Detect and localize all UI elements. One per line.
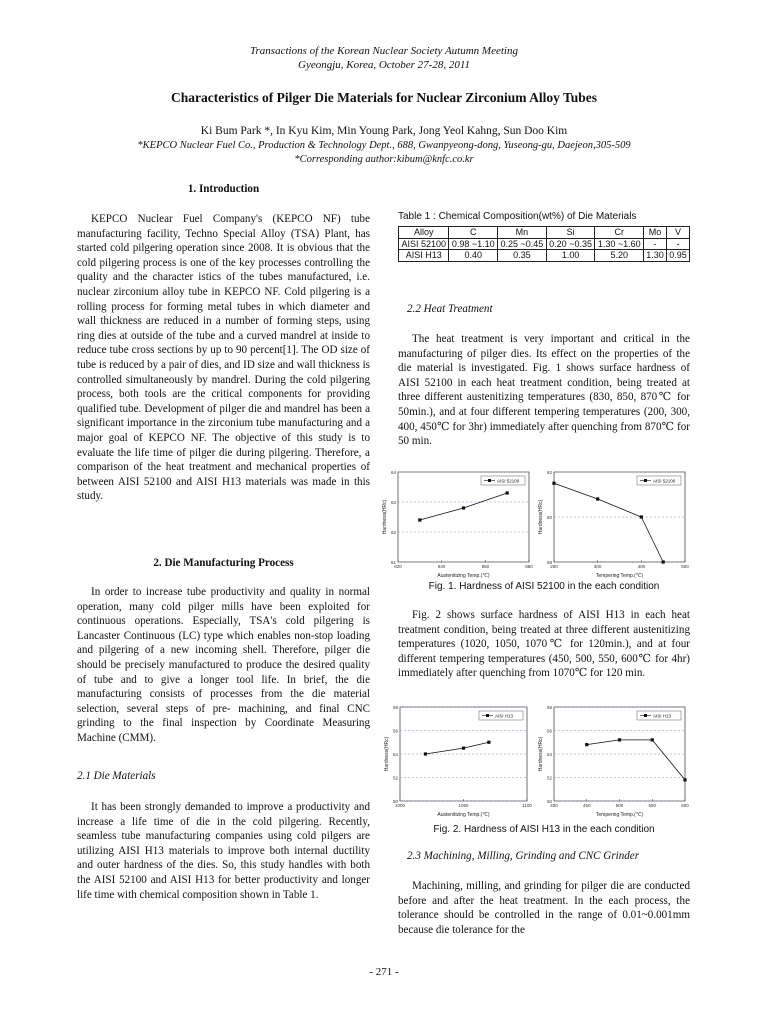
x-tick-label: 1050 — [458, 803, 469, 808]
introduction-text: KEPCO Nuclear Fuel Company's (KEPCO NF) tube manufacturing facility, Techno Special Alloy (TSA) Plant, has started cold pilgering operation since 2008. It is obvious that the cold pilgering process is one of the key processes controlling the quality and the character istics of the tubes manufactured, i.e. nuclear zirconium alloy tube in KEPCO NF. Cold pilgering is a rolling process for forming metal tubes in which diameter and wall thickness are reduced in a number of forming steps, using ring dies at outside of the tube and a curved mandrel at inside to reduce tube cross sections by up to 90 percent[1]. The OD size of tube is reduced by a pair of dies, and ID size and wall thickness is controlled simultaneously by mandrel. During the cold pilgering process, both tools are the critical components for providing qualified tube. Development of pilger die and mandrel has been a significant importance in the zirconium tube manufacturing and a major goal of KEPCO NF. The objective of this study is to evaluate the life time of pilger die during pilgering. Therefore, a comparison of the heat treatment and mechanical properties of between AISI 52100 and AISI H13 materials was made in this study. — [77, 213, 370, 503]
fig2-description-paragraph — [398, 608, 690, 681]
y-tick-label: 50 — [546, 799, 552, 804]
y-axis-label: Hardness(HRc) — [538, 499, 544, 535]
y-tick-label: 62 — [546, 470, 552, 475]
legend-marker — [644, 479, 647, 482]
table-cell: AISI H13 — [399, 250, 449, 262]
chart-52100-tempering — [534, 466, 691, 580]
table-cell: 0.35 — [498, 250, 547, 262]
table-header-cell: C — [449, 227, 498, 239]
corresponding-author: *Corresponding author:kibum@knfc.co.kr — [294, 154, 474, 165]
table-cell: 0.20 ~0.35 — [546, 238, 595, 250]
chart-h13-austenitizing — [380, 701, 533, 819]
data-point — [651, 738, 654, 741]
section-heading-introduction: 1. Introduction — [187, 183, 260, 195]
plot-frame — [400, 707, 527, 801]
subsection-heading-heat-treatment: 2.2 Heat Treatment — [407, 303, 493, 315]
data-point — [418, 518, 421, 521]
y-tick-label: 54 — [392, 752, 398, 757]
table1-caption: Table 1 : Chemical Composition(wt%) of Die Materials — [398, 211, 637, 222]
introduction-paragraph — [77, 212, 370, 504]
legend-label: AISI H13 — [495, 713, 514, 719]
x-tick-label: 820 — [394, 564, 402, 569]
y-axis-label: Hardness(HRc) — [538, 736, 544, 772]
legend-marker — [644, 714, 647, 717]
table-header-cell: Mo — [644, 227, 667, 239]
machining-paragraph — [398, 879, 690, 937]
x-tick-label: 500 — [615, 803, 624, 808]
legend-label: AISI H13 — [653, 713, 672, 719]
y-tick-label: 58 — [392, 705, 398, 710]
legend-marker — [488, 479, 491, 482]
y-tick-label: 63 — [390, 500, 396, 505]
y-axis-label: Hardness(HRc) — [382, 499, 388, 535]
y-tick-label: 60 — [546, 515, 552, 520]
data-point — [662, 560, 665, 563]
figure2-caption: Fig. 2. Hardness of AISI H13 in the each condition — [433, 824, 655, 835]
x-axis-label: Austenitizing Temp.(℃) — [437, 812, 490, 818]
chart-h13-tempering — [534, 701, 691, 819]
heat-treatment-paragraph — [398, 332, 690, 449]
affiliation: *KEPCO Nuclear Fuel Co., Production & Technology Dept., 688, Gwanpyeong-dong, Yuseong-gu, Daejeon,305-509 — [137, 140, 631, 151]
legend-label: AISI 52100 — [497, 478, 520, 484]
data-point — [487, 741, 490, 744]
paper-title: Characteristics of Pilger Die Materials for Nuclear Zirconium Alloy Tubes — [170, 90, 598, 105]
x-axis-label: Austenitizing Temp.(℃) — [437, 573, 490, 579]
plot-frame — [398, 472, 529, 562]
data-point — [424, 752, 427, 755]
y-tick-label: 61 — [390, 560, 396, 565]
data-point — [462, 747, 465, 750]
x-tick-label: 1100 — [522, 803, 532, 808]
y-tick-label: 56 — [546, 728, 552, 734]
machining-text: Machining, milling, and grinding for pilger die are conducted before and after the heat treatment. In the each process, the tolerance should be controlled in the range of 0.01~0.001mm because die tolerance for the — [398, 880, 690, 936]
table-cell: AISI 52100 — [399, 238, 449, 250]
y-tick-label: 62 — [390, 530, 396, 535]
data-point — [596, 497, 599, 500]
x-tick-label: 1000 — [394, 803, 406, 808]
x-tick-label: 840 — [437, 564, 446, 569]
x-tick-label: 600 — [681, 803, 689, 808]
table-cell: - — [644, 238, 667, 250]
table-cell: 0.40 — [449, 250, 498, 262]
subsection-heading-die-materials: 2.1 Die Materials — [77, 770, 156, 782]
table-cell: 1.00 — [546, 250, 595, 262]
table-header-row — [399, 227, 690, 239]
conference-location: Gyeongju, Korea, October 27-28, 2011 — [298, 59, 470, 71]
table-cell: 0.95 — [667, 250, 690, 262]
chemical-composition-table — [398, 226, 690, 262]
authors: Ki Bum Park *, In Kyu Kim, Min Young Park, Jong Yeol Kahng, Sun Doo Kim — [200, 125, 568, 137]
table-header-cell: Cr — [595, 227, 644, 239]
figure1-caption: Fig. 1. Hardness of AISI 52100 in the each condition — [428, 581, 660, 592]
x-tick-label: 200 — [550, 564, 558, 569]
table-header-cell: V — [667, 227, 690, 239]
chart-52100-austenitizing — [378, 466, 535, 580]
y-tick-label: 54 — [546, 752, 552, 757]
die-materials-text: It has been strongly demanded to improve a productivity and increase a life time of die in the cold pilgering. Recently, seamless tube manufacturing companies using cold pilgers are utilizing AISI H13 materials to improve both internal ductility and outer hardness of the dies. So, this study handles with both the AISI 52100 and AISI H13 for better productivity and longer life time with chemical composition shown in Table 1. — [77, 801, 370, 901]
data-point — [462, 506, 465, 509]
heat-treatment-text: The heat treatment is very important and critical in the manufacturing of pilger dies. Its effect on the properties of the die material is investigated. Fig. 1 shows surface hardness of AISI 52100 in each heat treatment condition, being treated at three different austenitizing temperatures (830, 850, 870℃ for 50min.), and at four different tempering temperatures (200, 300, 400, 450℃ for 3hr) immediately after quenching from 870℃ for 50 min. — [398, 333, 690, 448]
table-header-cell: Mn — [498, 227, 547, 239]
y-tick-label: 58 — [546, 560, 552, 565]
x-tick-label: 880 — [525, 564, 533, 569]
data-point — [640, 515, 643, 518]
x-tick-label: 400 — [550, 803, 558, 808]
x-tick-label: 400 — [637, 564, 646, 569]
table-cell: 0.25 ~0.45 — [498, 238, 547, 250]
y-tick-label: 56 — [392, 728, 398, 734]
y-tick-label: 58 — [546, 705, 552, 710]
data-point — [683, 778, 686, 781]
data-point — [506, 491, 509, 494]
fig2-description-text: Fig. 2 shows surface hardness of AISI H13 in each heat treatment condition, being treated at three different austenitizing temperatures (1020, 1050, 1070℃ for 120min.), and at four different tempering temperatures (450, 500, 550, 600℃ for 4hr) immediately after quenching from 1070℃ for 120 min. — [398, 609, 690, 680]
table-cell: 5.20 — [595, 250, 644, 262]
table-cell: - — [667, 238, 690, 250]
x-axis-label: Tempering Temp.(℃) — [595, 573, 644, 579]
data-point — [552, 482, 555, 485]
x-axis-label: Tempering Temp.(℃) — [595, 812, 644, 818]
table-header-cell: Si — [546, 227, 595, 239]
y-tick-label: 52 — [546, 775, 552, 781]
table-cell: 1.30 — [644, 250, 667, 262]
data-point — [618, 738, 621, 741]
x-tick-label: 450 — [582, 803, 591, 808]
y-axis-label: Hardness(HRc) — [384, 736, 390, 772]
table-row — [399, 238, 690, 250]
y-tick-label: 64 — [390, 470, 396, 475]
x-tick-label: 860 — [481, 564, 490, 569]
legend-label: AISI 52100 — [653, 478, 676, 484]
die-manufacturing-text: In order to increase tube productivity and quality in normal operation, many cold pilger mills have been exploited for continuous operations. Especially, TSA's cold pilgering is Lancaster Continuous (LC) type which enables non-stop loading and pilgering of a new incoming shell. Therefore, pilger die should be precisely manufactured to produce the desired quality of tube and to give a longer tool life. In brief, the die manufacturing consists of processes from the die material selection, several steps of pre- machining, and final CNC grinding to the final inspection by Coordinate Measuring Machine (CMM). — [77, 586, 370, 744]
die-materials-paragraph — [77, 800, 370, 902]
x-tick-label: 550 — [648, 803, 657, 808]
table-header-cell: Alloy — [399, 227, 449, 239]
x-tick-label: 500 — [681, 564, 689, 569]
conference-title: Transactions of the Korean Nuclear Society Autumn Meeting — [250, 45, 518, 57]
page-number: - 271 - — [369, 966, 399, 978]
section-heading-die-manufacturing: 2. Die Manufacturing Process — [153, 557, 294, 569]
subsection-heading-machining: 2.3 Machining, Milling, Grinding and CNC Grinder — [407, 850, 640, 862]
data-point — [585, 743, 588, 746]
legend-marker — [486, 714, 489, 717]
table-cell: 0.98 ~1.10 — [449, 238, 498, 250]
table-row — [399, 250, 690, 262]
table-cell: 1.30 ~1.60 — [595, 238, 644, 250]
y-tick-label: 50 — [392, 799, 398, 804]
x-tick-label: 300 — [593, 564, 602, 569]
y-tick-label: 52 — [392, 775, 398, 781]
die-manufacturing-paragraph — [77, 585, 370, 746]
